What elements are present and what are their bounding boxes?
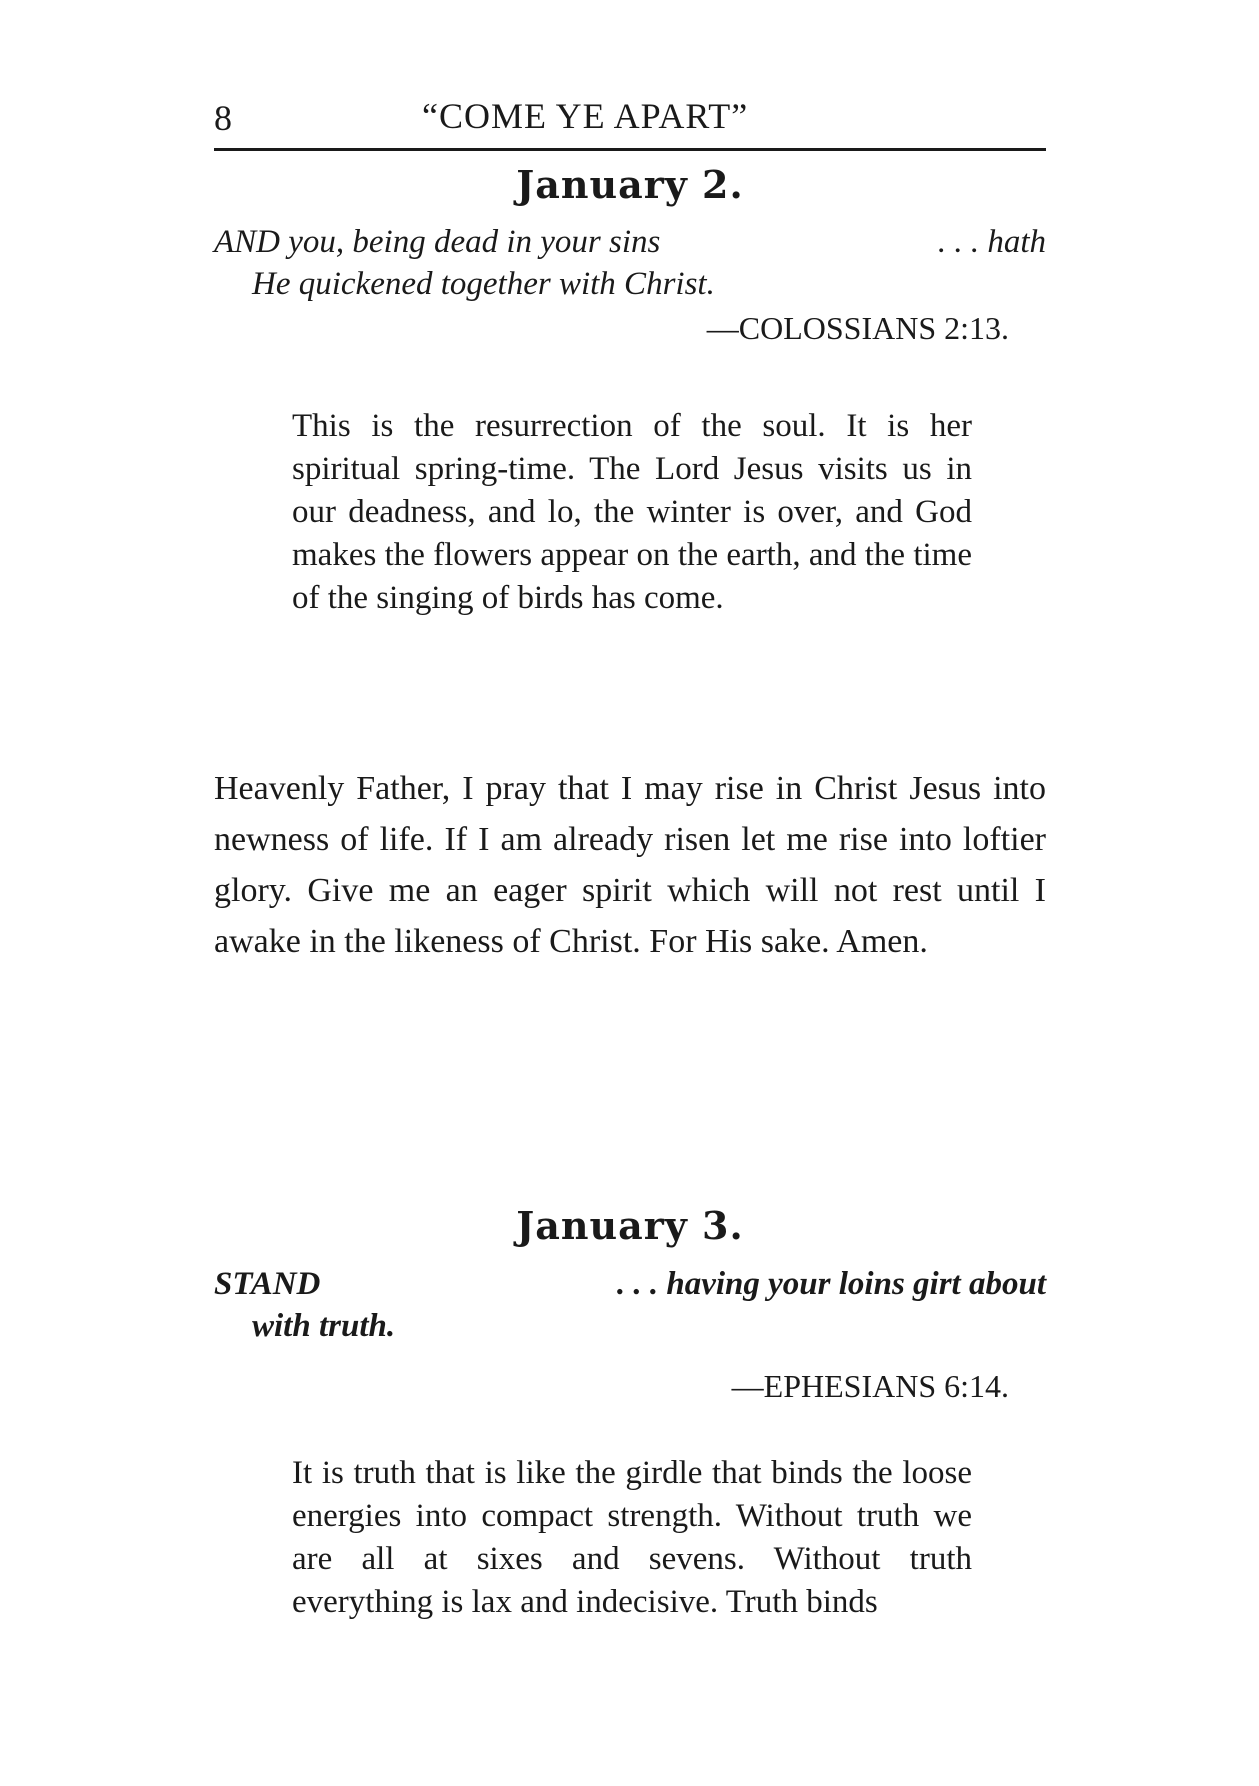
meditation-paragraph: This is the resurrection of the soul. It is her spiritual spring-time. The Lord Jesus visits us in our deadness, and lo, the winter is over, and God makes the flowers appear on the earth, and the time of the singing of birds has come. bbox=[292, 408, 972, 616]
page-number: 8 bbox=[214, 98, 232, 138]
prayer-paragraph: Heavenly Father, I pray that I may rise in Christ Jesus into newness of life. If I am already risen let me rise into loftier glory. Give me an eager spirit which will not rest until I awake in the likeness of Christ. For His sake. Amen. bbox=[214, 770, 1046, 960]
scripture-citation: —EPHESIANS 6:14. bbox=[731, 1368, 1009, 1404]
date-heading: January 3. bbox=[516, 1203, 744, 1248]
scripture-citation: —COLOSSIANS 2:13. bbox=[706, 310, 1009, 346]
scripture-verse-line: He quickened together with Christ. bbox=[252, 266, 715, 302]
header-rule bbox=[214, 148, 1046, 151]
scripture-verse-line: . . . hath bbox=[937, 224, 1046, 260]
scripture-verse-line: with truth. bbox=[252, 1308, 396, 1344]
scripture-verse-line: STAND bbox=[214, 1266, 321, 1302]
scripture-verse-line: AND you, being dead in your sins bbox=[214, 224, 661, 260]
scripture-verse-line: . . . having your loins girt about bbox=[616, 1266, 1046, 1302]
meditation-paragraph: It is truth that is like the girdle that binds the loose energies into compact strength. Without truth we are all at sixes and sevens. Without truth everything is lax and indecisive. Truth binds bbox=[292, 1455, 972, 1620]
date-heading: January 2. bbox=[516, 162, 744, 207]
running-title: “COME YE APART” bbox=[422, 96, 749, 136]
